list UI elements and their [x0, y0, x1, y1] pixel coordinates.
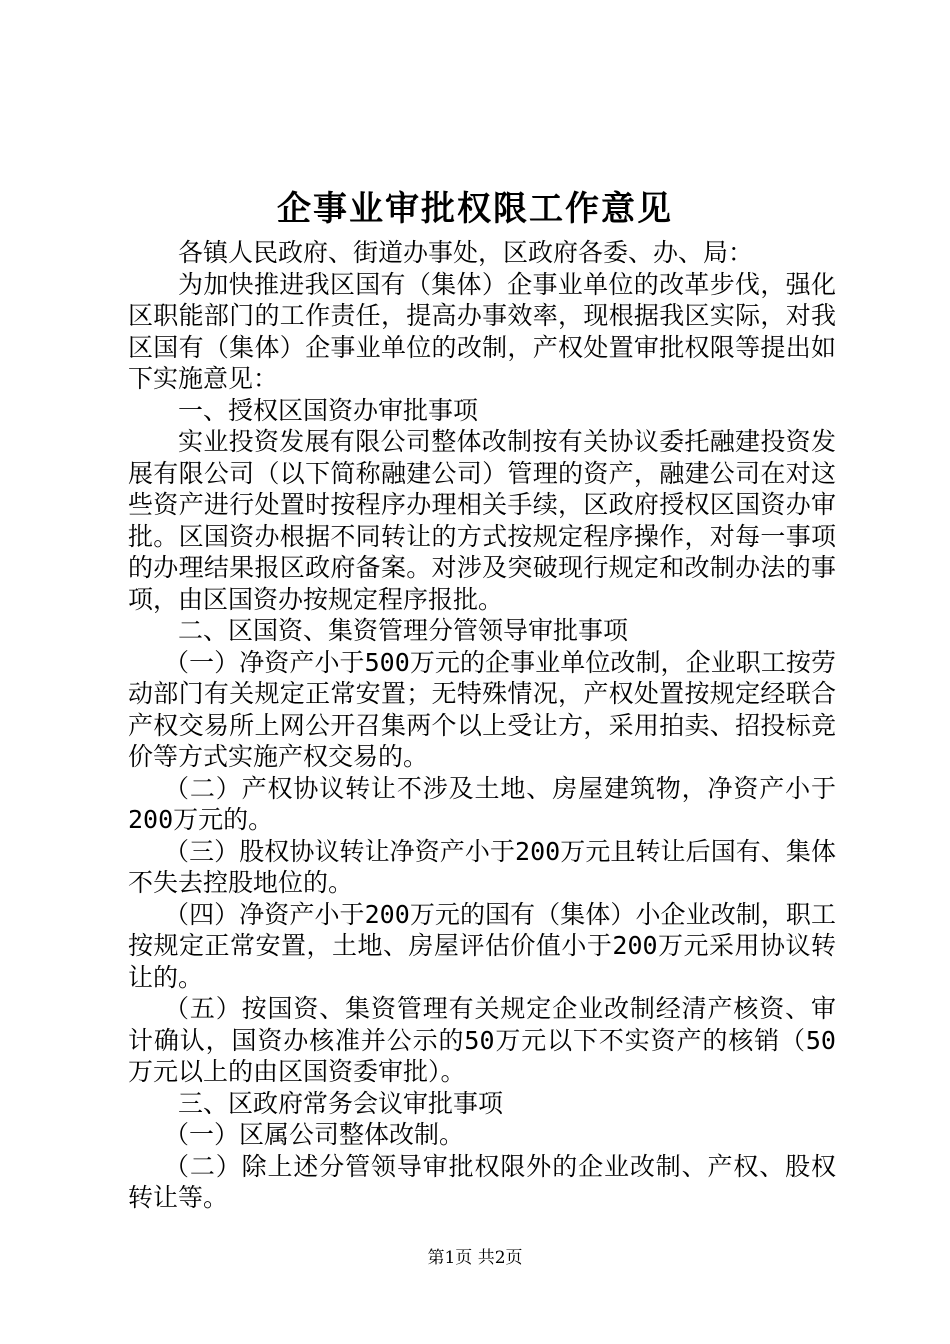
section3-item-2: （二）除上述分管领导审批权限外的企业改制、产权、股权转让等。 — [128, 1151, 836, 1212]
section2-item-5: （五）按国资、集资管理有关规定企业改制经清产核资、审计确认，国资办核准并公示的50万元以下不实资产的核销（50万元以上的由区国资委审批）。 — [128, 994, 836, 1086]
page-footer: 第1页 共2页 — [427, 1248, 523, 1268]
section1-paragraph: 实业投资发展有限公司整体改制按有关协议委托融建投资发展有限公司（以下简称融建公司）管理的资产，融建公司在对这些资产进行处置时按程序办理相关手续，区政府授权区国资办审批。区国资办根据不同转让的方式按规定程序操作，对每一事项的办理结果报区政府备案。对涉及突破现行规定和改制办法的事项，由区国资办按规定程序报批。 — [128, 427, 836, 614]
section3-item-1: （一）区属公司整体改制。 — [164, 1120, 465, 1149]
document-body — [128, 237, 836, 1214]
section1-heading: 一、授权区国资办审批事项 — [178, 395, 479, 425]
document-title: 企事业审批权限工作意见 — [277, 189, 673, 229]
section2-item-3: （三）股权协议转让净资产小于200万元且转让后国有、集体不失去控股地位的。 — [128, 836, 836, 897]
section2-item-4: （四）净资产小于200万元的国有（集体）小企业改制，职工按规定正常安置，土地、房屋评估价值小于200万元采用协议转让的。 — [128, 899, 836, 992]
section2-heading: 二、区国资、集资管理分管领导审批事项 — [178, 616, 629, 645]
intro-paragraph: 为加快推进我区国有（集体）企事业单位的改革步伐，强化区职能部门的工作责任，提高办事效率，现根据我区实际，对我区国有（集体）企事业单位的改制，产权处置审批权限等提出如下实施意见： — [128, 269, 836, 393]
section3-heading: 三、区政府常务会议审批事项 — [178, 1088, 504, 1118]
section2-item-1: （一）净资产小于500万元的企事业单位改制，企业职工按劳动部门有关规定正常安置；无特殊情况，产权处置按规定经联合产权交易所上网公开召集两个以上受让方，采用拍卖、招投标竞价等方式实施产权交易的。 — [128, 647, 836, 771]
salutation: 各镇人民政府、街道办事处，区政府各委、办、局： — [178, 238, 754, 267]
section2-item-2: （二）产权协议转让不涉及土地、房屋建筑物，净资产小于200万元的。 — [128, 773, 836, 834]
